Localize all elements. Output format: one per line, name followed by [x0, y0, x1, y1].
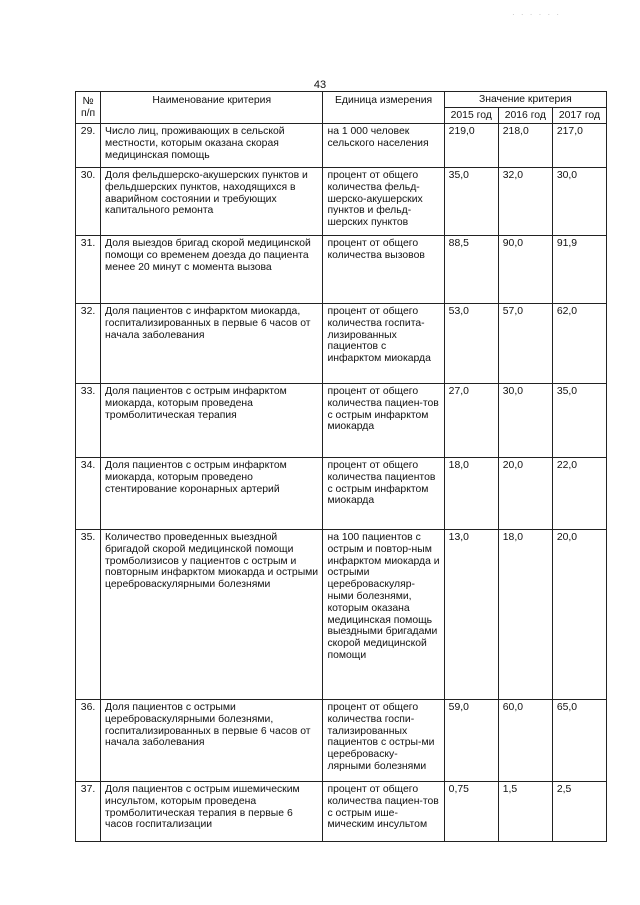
value-2015: 0,75 [444, 782, 498, 842]
row-number: 31. [76, 236, 101, 304]
header-unit: Единица измерения [323, 92, 444, 124]
header-num: № п/п [76, 92, 101, 124]
table-row [76, 168, 607, 236]
value-2017: 62,0 [552, 304, 606, 384]
value-2017: 22,0 [552, 458, 606, 530]
value-2015: 13,0 [444, 530, 498, 700]
table-row [76, 304, 607, 384]
scan-artifact: · · · · · · [512, 10, 562, 19]
header-year-2017: 2017 год [552, 108, 606, 124]
page-number: 43 [313, 79, 327, 91]
criterion-name: Доля фельдшерско-акушерских пунктов и фельдшерских пунктов, находящихся в аварийном состоянии и требующих капитального ремонта [101, 168, 323, 236]
value-2017: 2,5 [552, 782, 606, 842]
unit-of-measure: процент от общего количества пациентов с острым инфарктом миокарда [323, 458, 444, 530]
value-2017: 30,0 [552, 168, 606, 236]
value-2016: 20,0 [498, 458, 552, 530]
value-2017: 35,0 [552, 384, 606, 458]
row-number: 29. [76, 124, 101, 168]
row-number: 35. [76, 530, 101, 700]
table-row [76, 530, 607, 700]
criterion-name: Доля пациентов с острым ишемическим инсультом, которым проведена тромболитическая терапия в первые 6 часов госпитализации [101, 782, 323, 842]
value-2016: 1,5 [498, 782, 552, 842]
unit-of-measure: процент от общего количества вызовов [323, 236, 444, 304]
row-number: 34. [76, 458, 101, 530]
unit-of-measure: процент от общего количества фельд-шерско-акушерских пунктов и фельд-шерских пунктов [323, 168, 444, 236]
criteria-table [75, 91, 607, 842]
row-number: 36. [76, 700, 101, 782]
unit-of-measure: процент от общего количества пациен-тов с острым инфарктом миокарда [323, 384, 444, 458]
table-row [76, 782, 607, 842]
header-name: Наименование критерия [101, 92, 323, 124]
criterion-name: Доля пациентов с острым инфарктом миокарда, которым проведена тромболитическая терапия [101, 384, 323, 458]
value-2016: 18,0 [498, 530, 552, 700]
value-2016: 32,0 [498, 168, 552, 236]
value-2015: 18,0 [444, 458, 498, 530]
table-row [76, 124, 607, 168]
table-row [76, 458, 607, 530]
criterion-name: Количество проведенных выездной бригадой скорой медицинской помощи тромболизисов у пациентов с острым и повторным инфарктом миокарда и острыми цереброваскулярными болезнями [101, 530, 323, 700]
value-2015: 27,0 [444, 384, 498, 458]
criterion-name: Доля пациентов с инфарктом миокарда, госпитализированных в первые 6 часов от начала заболевания [101, 304, 323, 384]
unit-of-measure: процент от общего количества пациен-тов с острым ише-мическим инсультом [323, 782, 444, 842]
value-2015: 219,0 [444, 124, 498, 168]
header-year-2016: 2016 год [498, 108, 552, 124]
unit-of-measure: процент от общего количества госпита-лизированных пациентов с инфарктом миокарда [323, 304, 444, 384]
unit-of-measure: процент от общего количества госпи-тализированных пациентов с остры-ми цереброваску-лярными болезнями [323, 700, 444, 782]
value-2017: 20,0 [552, 530, 606, 700]
value-2015: 59,0 [444, 700, 498, 782]
row-number: 32. [76, 304, 101, 384]
header-year-2015: 2015 год [444, 108, 498, 124]
value-2017: 65,0 [552, 700, 606, 782]
criterion-name: Доля выездов бригад скорой медицинской помощи со временем доезда до пациента менее 20 минут с момента вызова [101, 236, 323, 304]
table-row [76, 700, 607, 782]
unit-of-measure: на 1 000 человек сельского населения [323, 124, 444, 168]
value-2017: 217,0 [552, 124, 606, 168]
value-2016: 30,0 [498, 384, 552, 458]
value-2017: 91,9 [552, 236, 606, 304]
table-row [76, 236, 607, 304]
value-2015: 88,5 [444, 236, 498, 304]
value-2016: 218,0 [498, 124, 552, 168]
row-number: 33. [76, 384, 101, 458]
value-2016: 60,0 [498, 700, 552, 782]
table-row [76, 384, 607, 458]
value-2016: 90,0 [498, 236, 552, 304]
row-number: 37. [76, 782, 101, 842]
criterion-name: Число лиц, проживающих в сельской местности, которым оказана скорая медицинская помощь [101, 124, 323, 168]
value-2015: 35,0 [444, 168, 498, 236]
value-2015: 53,0 [444, 304, 498, 384]
criterion-name: Доля пациентов с острым инфарктом миокарда, которым проведено стентирование коронарных артерий [101, 458, 323, 530]
row-number: 30. [76, 168, 101, 236]
value-2016: 57,0 [498, 304, 552, 384]
header-value-group: Значение критерия [444, 92, 606, 108]
table-body [76, 124, 607, 842]
unit-of-measure: на 100 пациентов с острым и повтор-ным инфарктом миокарда и острыми цереброваскуляр-ными болезнями, которым оказана медицинская помощь выездными бригадами скорой медицинской помощи [323, 530, 444, 700]
criterion-name: Доля пациентов с острыми цереброваскулярными болезнями, госпитализированных в первые 6 часов от начала заболевания [101, 700, 323, 782]
